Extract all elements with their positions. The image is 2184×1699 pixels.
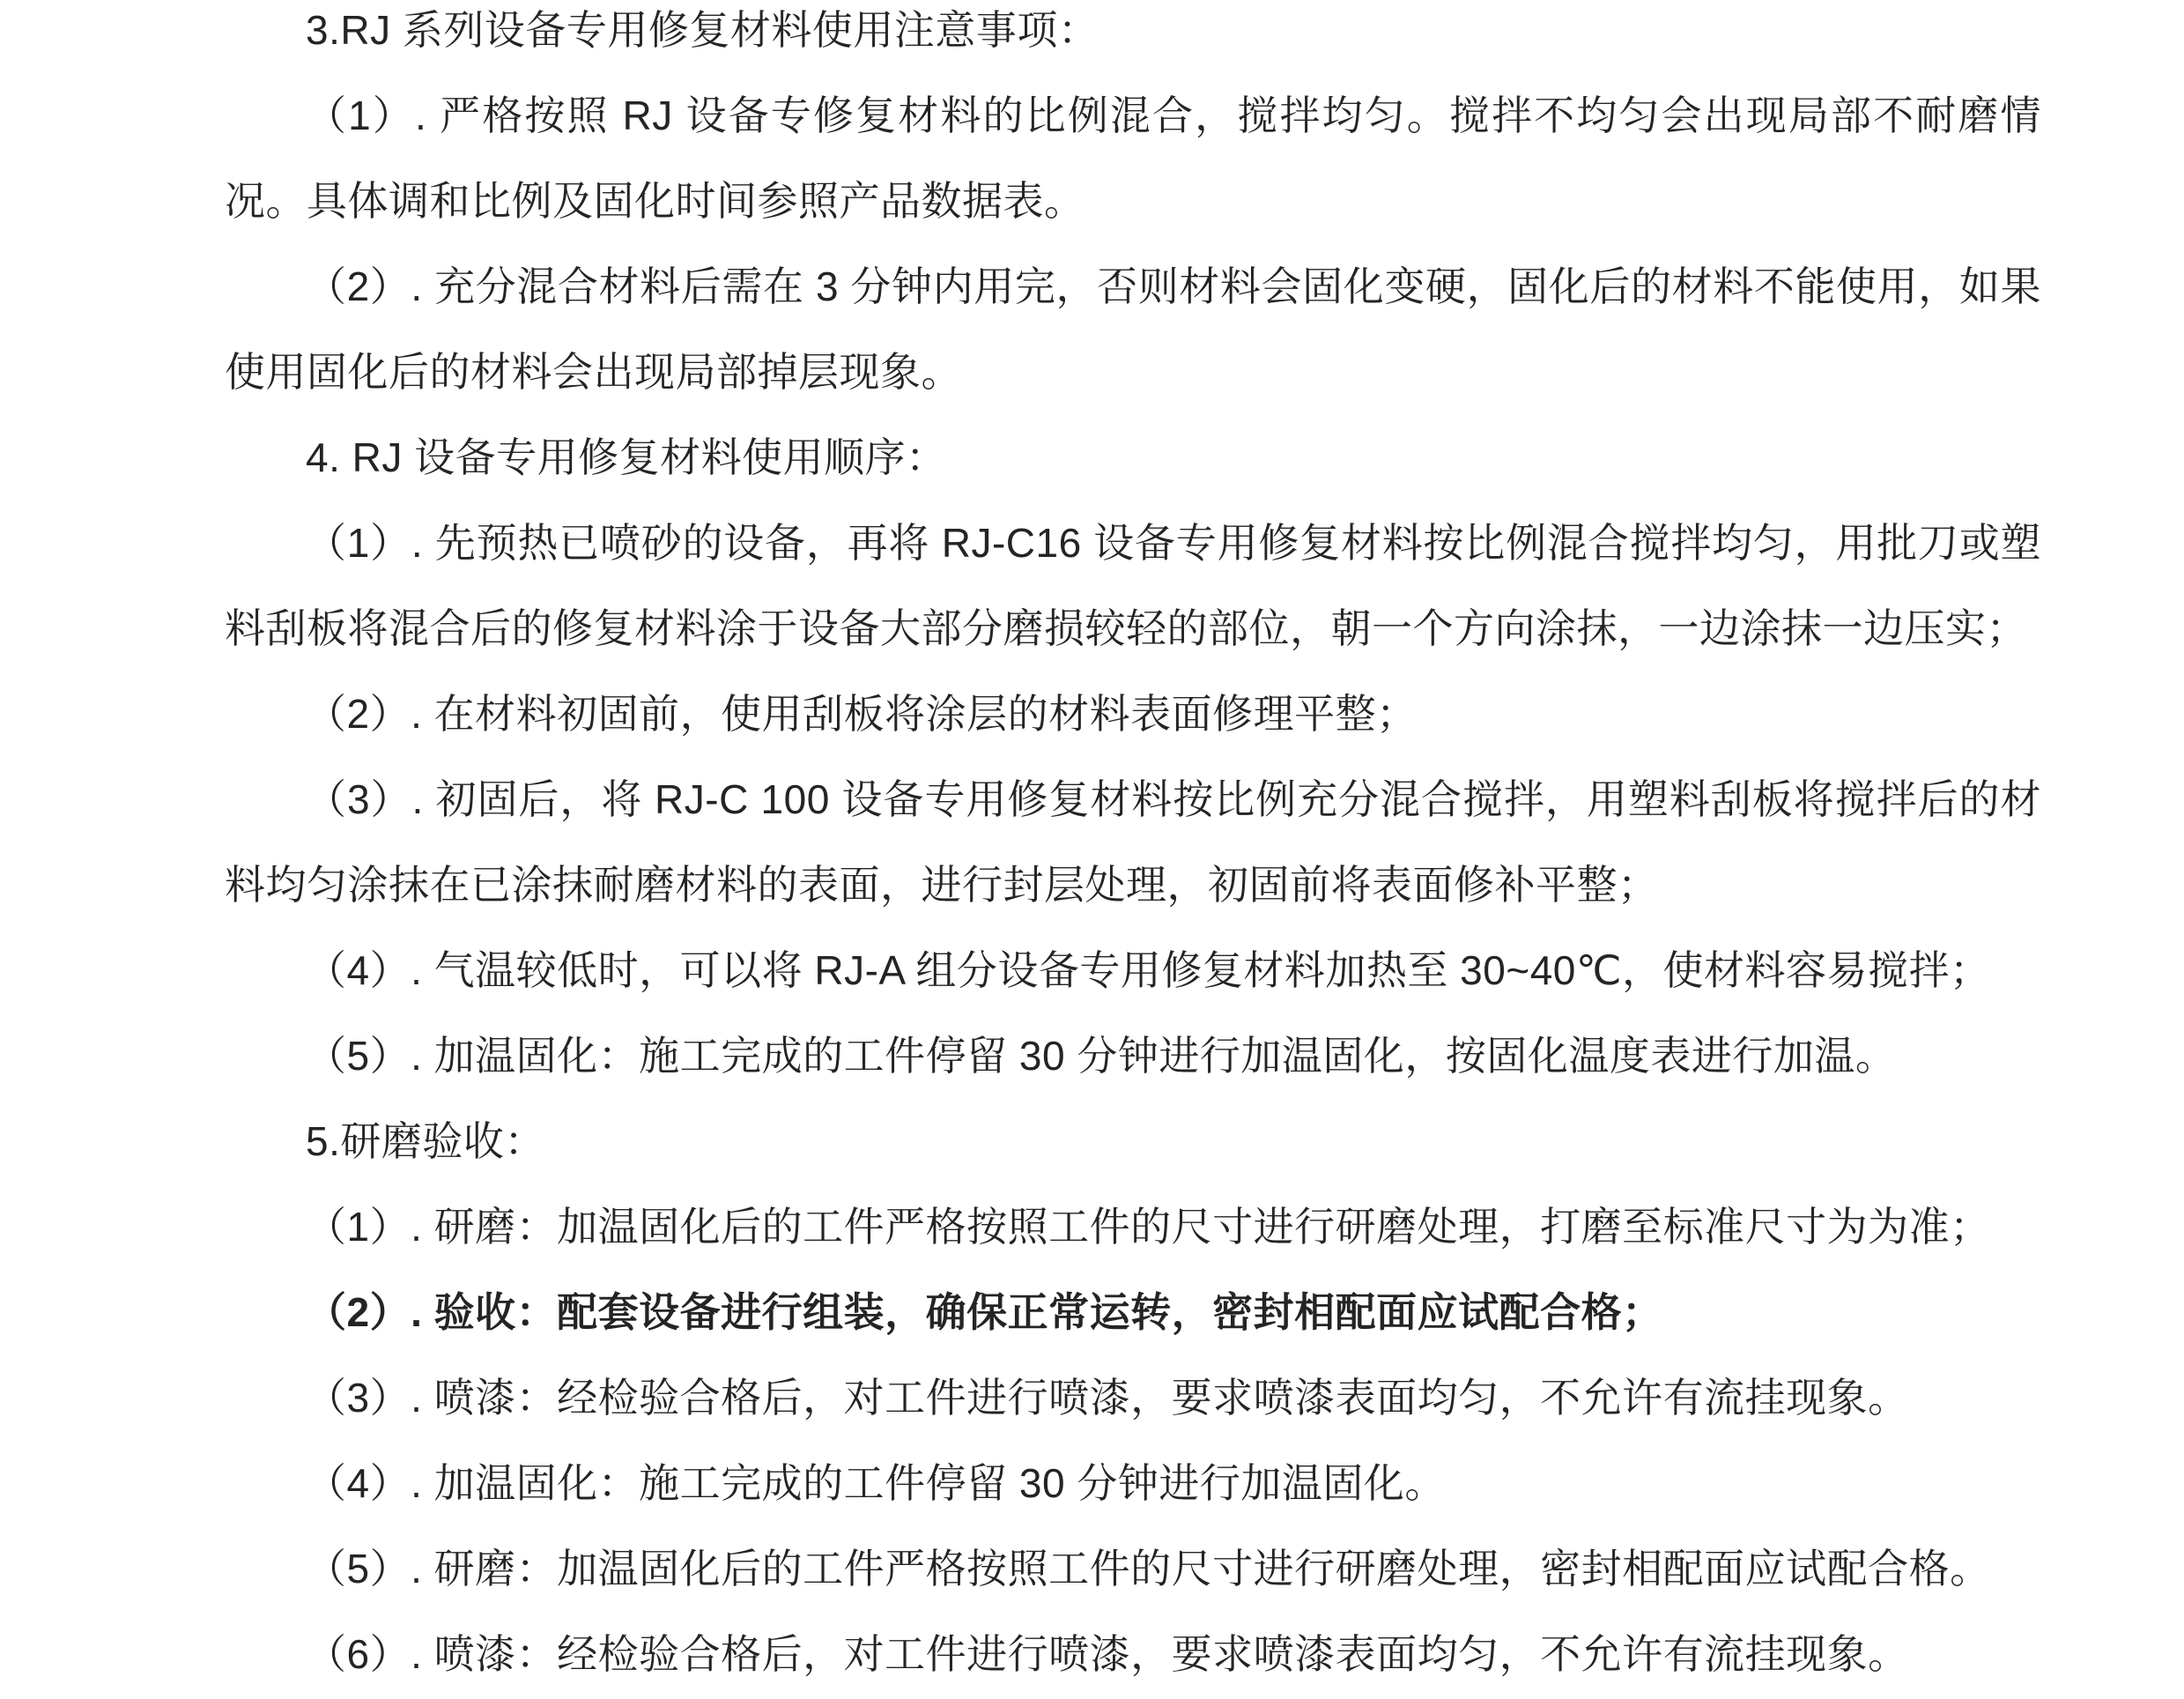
paragraph-sec5-item3: （3）. 喷漆：经检验合格后，对工件进行喷漆，要求喷漆表面均匀，不允许有流挂现象。 — [306, 1375, 1909, 1421]
paragraph-section4-heading: 4. RJ 设备专用修复材料使用顺序： — [306, 434, 947, 480]
paragraph-sec5-item5: （5）. 研磨：加温固化后的工件严格按照工件的尺寸进行研磨处理，密封相配面应试配合格。 — [306, 1546, 1991, 1591]
paragraph-sec5-item2-bold: （2）. 验收：配套设备进行组装，确保正常运转，密封相配面应试配合格； — [306, 1289, 1663, 1335]
paragraph-sec5-item4: （4）. 加温固化：施工完成的工件停留 30 分钟进行加温固化。 — [306, 1460, 1446, 1506]
paragraph-sec3-item1: （1）. 严格按照 RJ 设备专修复材料的比例混合，搅拌均匀。搅拌不均匀会出现局部不耐磨情况。具体调和比例及固化时间参照产品数据表。 — [225, 93, 2041, 224]
paragraph-section5-heading: 5.研磨验收： — [306, 1118, 545, 1164]
paragraph-sec4-item4: （4）. 气温较低时，可以将 RJ-A 组分设备专用修复材料加热至 30~40℃，使材料容易搅拌； — [306, 947, 1991, 993]
paragraph-section3-heading: 3.RJ 系列设备专用修复材料使用注意事项： — [306, 7, 1099, 53]
paragraph-sec4-item1: （1）. 先预热已喷砂的设备，再将 RJ-C16 设备专用修复材料按比例混合搅拌均匀，用批刀或塑料刮板将混合后的修复材料涂于设备大部分磨损较轻的部位，朝一个方向涂抹，一边涂抹一边压实； — [225, 520, 2041, 651]
paragraph-sec4-item2: （2）. 在材料初固前，使用刮板将涂层的材料表面修理平整； — [306, 691, 1418, 737]
paragraph-sec5-item6: （6）. 喷漆：经检验合格后，对工件进行喷漆，要求喷漆表面均匀，不允许有流挂现象。 — [306, 1631, 1909, 1677]
paragraph-sec5-item1: （1）. 研磨：加温固化后的工件严格按照工件的尺寸进行研磨处理，打磨至标准尺寸为为准； — [306, 1204, 1991, 1250]
paragraph-sec3-item2: （2）. 充分混合材料后需在 3 分钟内用完，否则材料会固化变硬，固化后的材料不能使用，如果使用固化后的材料会出现局部掉层现象。 — [225, 263, 2041, 395]
paragraph-sec4-item5: （5）. 加温固化：施工完成的工件停留 30 分钟进行加温固化，按固化温度表进行加温。 — [306, 1033, 1897, 1079]
paragraph-sec4-item3: （3）. 初固后，将 RJ-C 100 设备专用修复材料按比例充分混合搅拌，用塑料刮板将搅拌后的材料均匀涂抹在已涂抹耐磨材料的表面，进行封层处理，初固前将表面修补平整； — [225, 776, 2041, 908]
document-body — [225, 0, 2041, 1697]
